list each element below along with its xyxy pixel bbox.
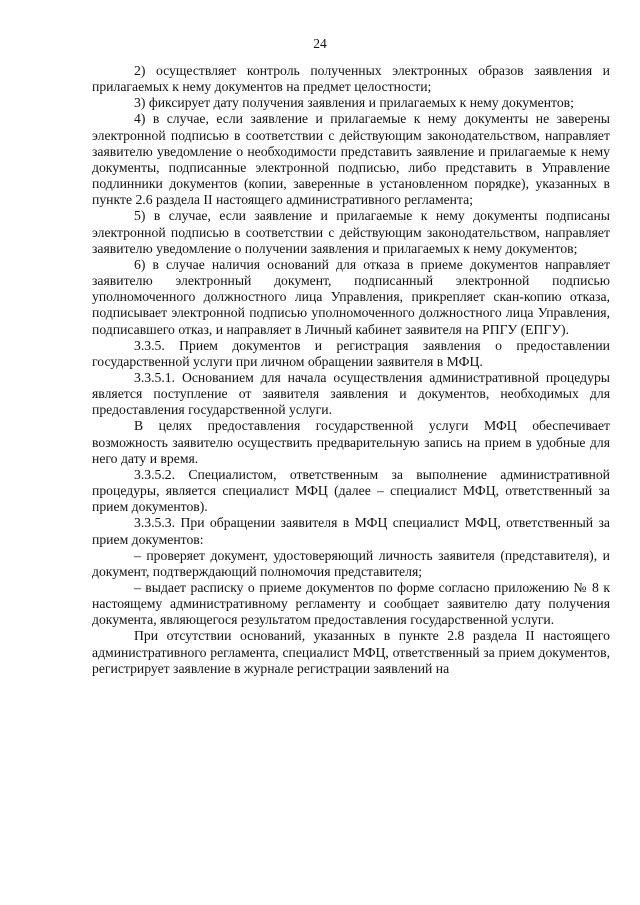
paragraph: При отсутствии оснований, указанных в пункте 2.8 раздела II настоящего административного регламента, специалист МФЦ, ответственный за прием документов, регистрирует заявление в журнале регистрации заявлений на [92, 628, 610, 676]
paragraph: 6) в случае наличия оснований для отказа в приеме документов направляет заявителю электронный документ, подписанный электронной подписью уполномоченного должностного лица Управления, прикрепляет скан-копию отказа, подписывает электронной подписью уполномоченного должностного лица Управления, подписавшего отказ, и направляет в Личный кабинет заявителя на РПГУ (ЕПГУ). [92, 256, 610, 337]
section-heading: 3.3.5. Прием документов и регистрация заявления о предоставлении государственной услуги при личном обращении заявителя в МФЦ. [92, 337, 610, 369]
paragraph: 3) фиксирует дату получения заявления и прилагаемых к нему документов; [134, 95, 574, 111]
page-number: 24 [313, 36, 327, 51]
list-item: – проверяет документ, удостоверяющий личность заявителя (представителя), и документ, подтверждающий полномочия представителя; [92, 547, 610, 579]
paragraph: 2) осуществляет контроль полученных электронных образов заявления и прилагаемых к нему документов на предмет целостности; [92, 63, 610, 95]
paragraph: В целях предоставления государственной услуги МФЦ обеспечивает возможность заявителю осуществить предварительную запись на прием в удобные для него дату и время. [92, 418, 610, 466]
list-item: – выдает расписку о приеме документов по форме согласно приложению № 8 к настоящему административному регламенту и сообщает заявителю дату получения документа, являющегося результатом предоставления государственной услуги. [92, 580, 610, 628]
paragraph: 5) в случае, если заявление и прилагаемые к нему документы подписаны электронной подписью в соответствии с действующим законодательством, направляет заявителю уведомление о получении заявления и прилагаемых к нему документов; [92, 208, 610, 256]
paragraph: 3.3.5.3. При обращении заявителя в МФЦ специалист МФЦ, ответственный за прием документов: [92, 515, 610, 547]
paragraph: 4) в случае, если заявление и прилагаемые к нему документы не заверены электронной подписью в соответствии с действующим законодательством, направляет заявителю уведомление о необходимости представить заявление и прилагаемые к нему документы, подписанные электронной подписью, либо представить в Управление подлинники документов (копии, заверенные в установленном порядке), указанных в пункте 2.6 раздела II настоящего административного регламента; [92, 111, 610, 208]
paragraph: 3.3.5.1. Основанием для начала осуществления административной процедуры является поступление от заявителя заявления и документов, необходимых для предоставления государственной услуги. [92, 369, 610, 418]
paragraph: 3.3.5.2. Специалистом, ответственным за выполнение административной процедуры, является специалист МФЦ (далее – специалист МФЦ, ответственный за прием документов). [92, 466, 610, 515]
document-body [92, 63, 610, 677]
